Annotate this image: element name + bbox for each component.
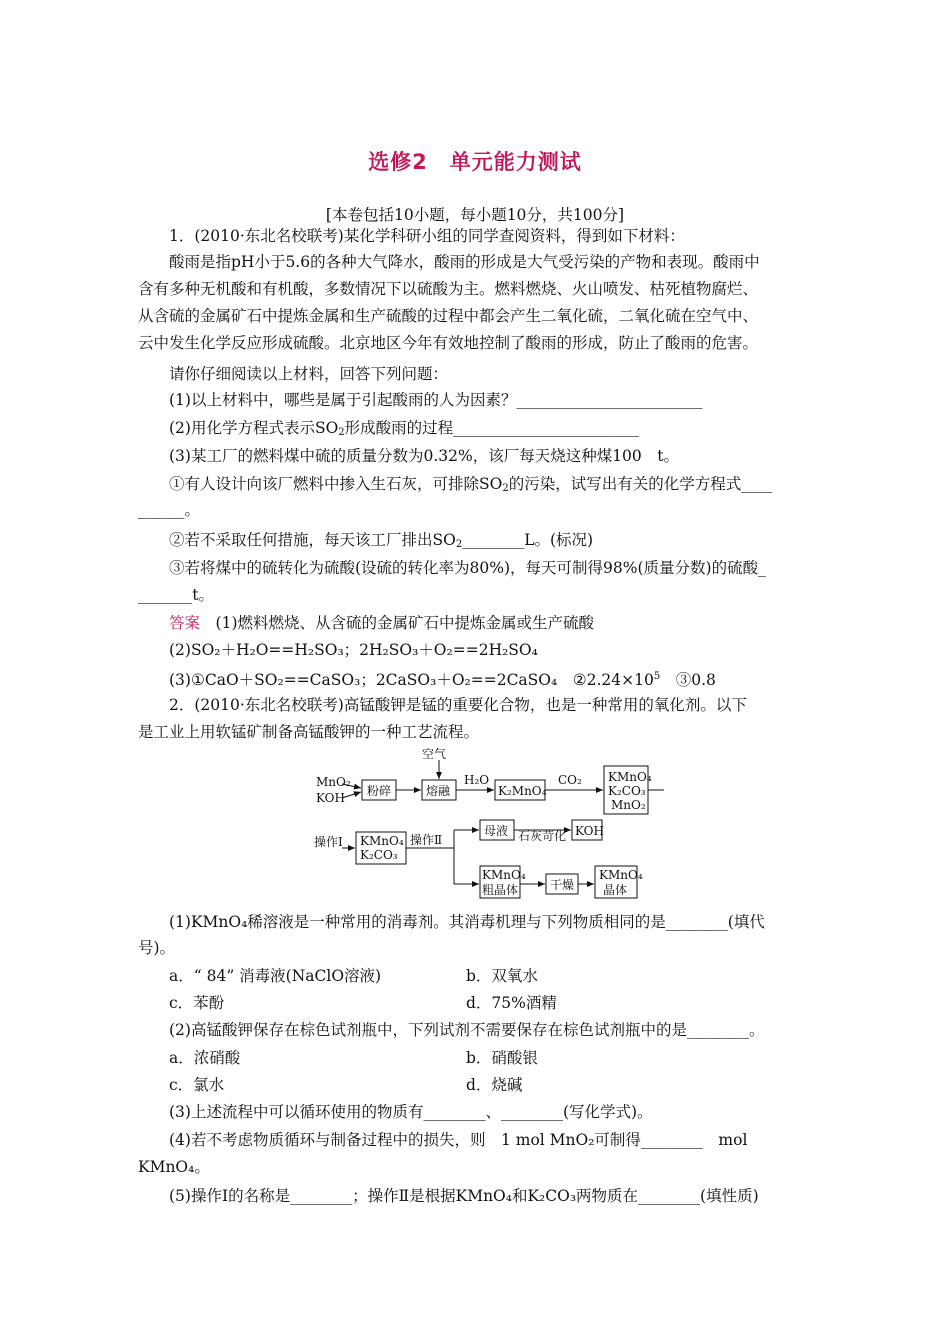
label-k2mno4: K₂MnO₄ <box>498 784 547 798</box>
option-b: b．双氧水 <box>466 967 538 985</box>
label-koh-in: KOH <box>316 791 345 805</box>
q1-sub1: (1)以上材料中，哪些是属于引起酸雨的人为因素？________________________ <box>169 391 703 409</box>
label-kmno4: KMnO₄ <box>608 770 652 784</box>
q1-sub3: (3)某工厂的燃料煤中硫的质量分数为0.32%，该厂每天烧这种煤100 t。 <box>169 447 680 465</box>
option-a: a．“ 84” 消毒液(NaClO溶液) <box>169 967 382 985</box>
option-a: a．浓硝酸 <box>169 1049 241 1067</box>
q2-part4-cont: KMnO₄。 <box>138 1158 210 1176</box>
label-crude-crystal: 粗晶体 <box>482 883 519 897</box>
label-h2o: H₂O <box>464 773 490 787</box>
label-melt: 熔融 <box>426 784 451 798</box>
q2-stem: 2．(2010·东北名校联考)高锰酸钾是锰的重要化合物，也是一种常用的氧化剂。以下 <box>169 696 747 714</box>
label-co2: CO₂ <box>558 773 582 787</box>
q1-sub3-2: ②若不采取任何措施，每天该工厂排出$SO_2\_\_\_\_\_\_\_\_L$。(标况) <box>169 531 594 550</box>
label-koh-out: KOH <box>575 824 604 838</box>
q1-sub2: (2)用化学方程式表示$SO_2$形成酸雨的过程________________________ <box>169 419 640 438</box>
intro-note: [本卷包括10小题，每小题10分，共100分] <box>325 206 625 224</box>
label-mother-liquor: 母液 <box>484 824 509 838</box>
q1-answer-3: (3)①CaO＋SO₂==CaSO₃；2CaSO₃＋O₂==2CaSO₄ $②2.24\times 10^5$ ③0.8 <box>169 671 716 689</box>
label-dry: 干燥 <box>550 878 575 892</box>
q2-stem-cont: 是工业上用软锰矿制备高锰酸钾的一种工艺流程。 <box>138 723 480 741</box>
label-k2co3: K₂CO₃ <box>608 784 646 798</box>
q2-part1-options <box>169 966 381 986</box>
label-kmno4: KMnO₄ <box>482 868 526 882</box>
label-air: 空气 <box>422 748 447 761</box>
option-c: c．氯水 <box>169 1076 225 1094</box>
label-mno2-out: MnO₂ <box>611 798 646 812</box>
q1-answer-1: 答案 (1)燃料燃烧、从含硫的金属矿石中提炼金属或生产硫酸 <box>169 614 594 632</box>
q1-material: 酸雨是指pH小于5.6的各种大气降水，酸雨的形成是大气受污染的产物和表现。酸雨中 <box>169 253 760 271</box>
q1-sub3-3: ③若将煤中的硫转化为硫酸(设硫的转化率为80%)，每天可制得98%(质量分数)的硫酸_ <box>169 559 766 577</box>
q1-stem: 1．(2010·东北名校联考)某化学科研小组的同学查阅资料，得到如下材料： <box>169 227 685 245</box>
q1-prompt: 请你仔细阅读以上材料，回答下列问题： <box>169 365 449 383</box>
page-title: 选修2 单元能力测试 <box>368 150 582 174</box>
label-operation-1: 操作Ⅰ <box>314 835 343 849</box>
q1-sub3-1-cont: ______。 <box>138 501 201 519</box>
label-lime-causticize: 石灰苛化 <box>518 829 567 843</box>
option-c: c．苯酚 <box>169 994 225 1012</box>
label-kmno4: KMnO₄ <box>360 834 404 848</box>
option-d: d．75%酒精 <box>466 994 557 1012</box>
q2-part1-cont: 号)。 <box>138 939 176 957</box>
label-crush: 粉碎 <box>367 784 392 798</box>
q2-part2: (2)高锰酸钾保存在棕色试剂瓶中，下列试剂不需要保存在棕色试剂瓶中的是________。 <box>169 1021 765 1039</box>
q1-material: 从含硫的金属矿石中提炼金属和生产硫酸的过程中都会产生二氧化硫，二氧化硫在空气中、 <box>138 307 759 325</box>
option-d: d．烧碱 <box>466 1076 523 1094</box>
label-crystal: 晶体 <box>603 883 628 897</box>
answer-label: 答案 <box>169 614 201 632</box>
option-b: b．硝酸银 <box>466 1049 538 1067</box>
label-mno2: MnO₂ <box>316 775 351 789</box>
q1-sub3-1: ①有人设计向该厂燃料中掺入生石灰，可排除$SO_2$的污染，试写出有关的化学方程式____ <box>169 475 773 494</box>
label-k2co3: K₂CO₃ <box>360 848 398 862</box>
q2-part4: (4)若不考虑物质循环与制备过程中的损失，则 1 mol MnO₂可制得________ mol <box>169 1131 748 1149</box>
q2-part3: (3)上述流程中可以循环使用的物质有________、________(写化学式)。 <box>169 1103 653 1121</box>
label-operation-2: 操作Ⅱ <box>410 833 443 847</box>
q2-part5: (5)操作Ⅰ的名称是________；操作Ⅱ是根据KMnO₄和K₂CO₃两物质在________(填性质) <box>169 1187 759 1205</box>
q2-part1: (1)KMnO₄稀溶液是一种常用的消毒剂。其消毒机理与下列物质相同的是________(填代 <box>169 913 765 931</box>
q1-material: 含有多种无机酸和有机酸，多数情况下以硫酸为主。燃料燃烧、火山喷发、枯死植物腐烂、 <box>138 280 759 298</box>
label-kmno4: KMnO₄ <box>599 868 643 882</box>
q1-sub3-3-cont: _______t。 <box>138 586 214 604</box>
process-flow-diagram <box>312 748 672 908</box>
q1-material: 云中发生化学反应形成硫酸。北京地区今年有效地控制了酸雨的形成，防止了酸雨的危害。 <box>138 334 759 352</box>
q1-answer-2: (2)SO₂＋H₂O==H₂SO₃；2H₂SO₃＋O₂==2H₂SO₄ <box>169 641 538 659</box>
